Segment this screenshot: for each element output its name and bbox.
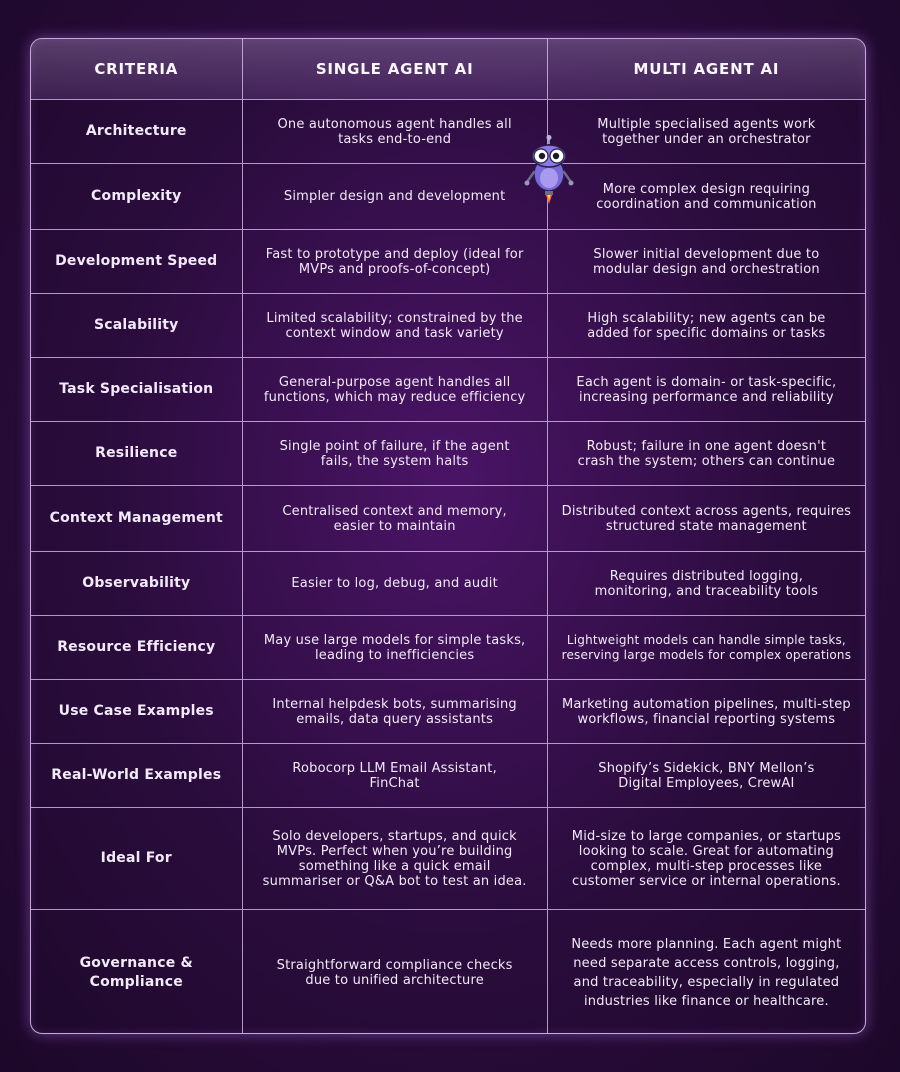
robot-icon: [522, 134, 576, 206]
comparison-table: [30, 38, 866, 1034]
multi-agent-cell: Distributed context across agents, requires structured state management: [547, 486, 865, 551]
single-agent-cell: Single point of failure, if the agent fails, the system halts: [242, 422, 547, 485]
single-agent-cell: Robocorp LLM Email Assistant, FinChat: [242, 744, 547, 807]
header-criteria: CRITERIA: [94, 59, 179, 78]
criteria-cell: Real-World Examples: [51, 767, 222, 783]
single-agent-cell: One autonomous agent handles all tasks end-to-end: [242, 100, 547, 163]
table-row: [31, 807, 865, 909]
criteria-cell: Context Management: [49, 510, 223, 526]
criteria-cell: Development Speed: [55, 253, 218, 269]
single-agent-cell: General-purpose agent handles all functions, which may reduce efficiency: [242, 358, 547, 421]
multi-agent-cell: Slower initial development due to modular design and orchestration: [547, 230, 865, 293]
multi-agent-cell: Each agent is domain- or task-specific, increasing performance and reliability: [547, 358, 865, 421]
table-row: [31, 229, 865, 293]
multi-agent-cell: Requires distributed logging, monitoring, and traceability tools: [547, 552, 865, 615]
multi-agent-cell: More complex design requiring coordination and communication: [547, 164, 865, 229]
criteria-cell: Scalability: [94, 317, 179, 333]
table-row: [31, 909, 865, 1034]
single-agent-cell: May use large models for simple tasks, leading to inefficiencies: [242, 616, 547, 679]
table-row: [31, 421, 865, 485]
single-agent-cell: Fast to prototype and deploy (ideal for MVPs and proofs-of-concept): [242, 230, 547, 293]
multi-agent-cell: High scalability; new agents can be added for specific domains or tasks: [547, 294, 865, 357]
multi-agent-cell: Robust; failure in one agent doesn't crash the system; others can continue: [547, 422, 865, 485]
single-agent-cell: Internal helpdesk bots, summarising emails, data query assistants: [242, 680, 547, 743]
multi-agent-cell: Lightweight models can handle simple tasks, reserving large models for complex operations: [547, 616, 865, 679]
multi-agent-cell: Mid-size to large companies, or startups looking to scale. Great for automating complex, multi-step processes like customer service or internal operations.: [547, 808, 865, 909]
table-row: [31, 551, 865, 615]
single-agent-cell: Limited scalability; constrained by the context window and task variety: [242, 294, 547, 357]
table-row: [31, 293, 865, 357]
single-agent-cell: Simpler design and development: [242, 164, 547, 229]
criteria-cell: Governance & Compliance: [79, 954, 193, 990]
criteria-cell: Observability: [82, 575, 191, 591]
criteria-cell: Resource Efficiency: [57, 639, 216, 655]
single-agent-cell: Solo developers, startups, and quick MVPs. Perfect when you’re building something like a quick email summariser or Q&A bot to test an idea.: [242, 808, 547, 909]
table-row: [31, 99, 865, 163]
table-header-row: [31, 39, 865, 99]
criteria-cell: Task Specialisation: [59, 381, 214, 397]
header-multi-agent: MULTI AGENT AI: [547, 39, 865, 99]
single-agent-cell: Centralised context and memory, easier to maintain: [242, 486, 547, 551]
single-agent-cell: Easier to log, debug, and audit: [242, 552, 547, 615]
criteria-cell: Complexity: [91, 188, 182, 204]
table-row: [31, 163, 865, 229]
table-row: [31, 743, 865, 807]
multi-agent-cell: Needs more planning. Each agent might need separate access controls, logging, and traceability, especially in regulated industries like finance or healthcare.: [547, 910, 865, 1034]
table-row: [31, 679, 865, 743]
criteria-cell: Resilience: [95, 445, 178, 461]
header-single-agent: SINGLE AGENT AI: [242, 39, 547, 99]
multi-agent-cell: Shopify’s Sidekick, BNY Mellon’s Digital Employees, CrewAI: [547, 744, 865, 807]
table-row: [31, 485, 865, 551]
table-row: [31, 357, 865, 421]
criteria-cell: Ideal For: [100, 850, 172, 866]
criteria-cell: Architecture: [85, 123, 187, 139]
multi-agent-cell: Marketing automation pipelines, multi-step workflows, financial reporting systems: [547, 680, 865, 743]
single-agent-cell: Straightforward compliance checks due to unified architecture: [242, 910, 547, 1034]
table-row: [31, 615, 865, 679]
criteria-cell: Use Case Examples: [58, 703, 214, 719]
multi-agent-cell: Multiple specialised agents work together under an orchestrator: [547, 100, 865, 163]
